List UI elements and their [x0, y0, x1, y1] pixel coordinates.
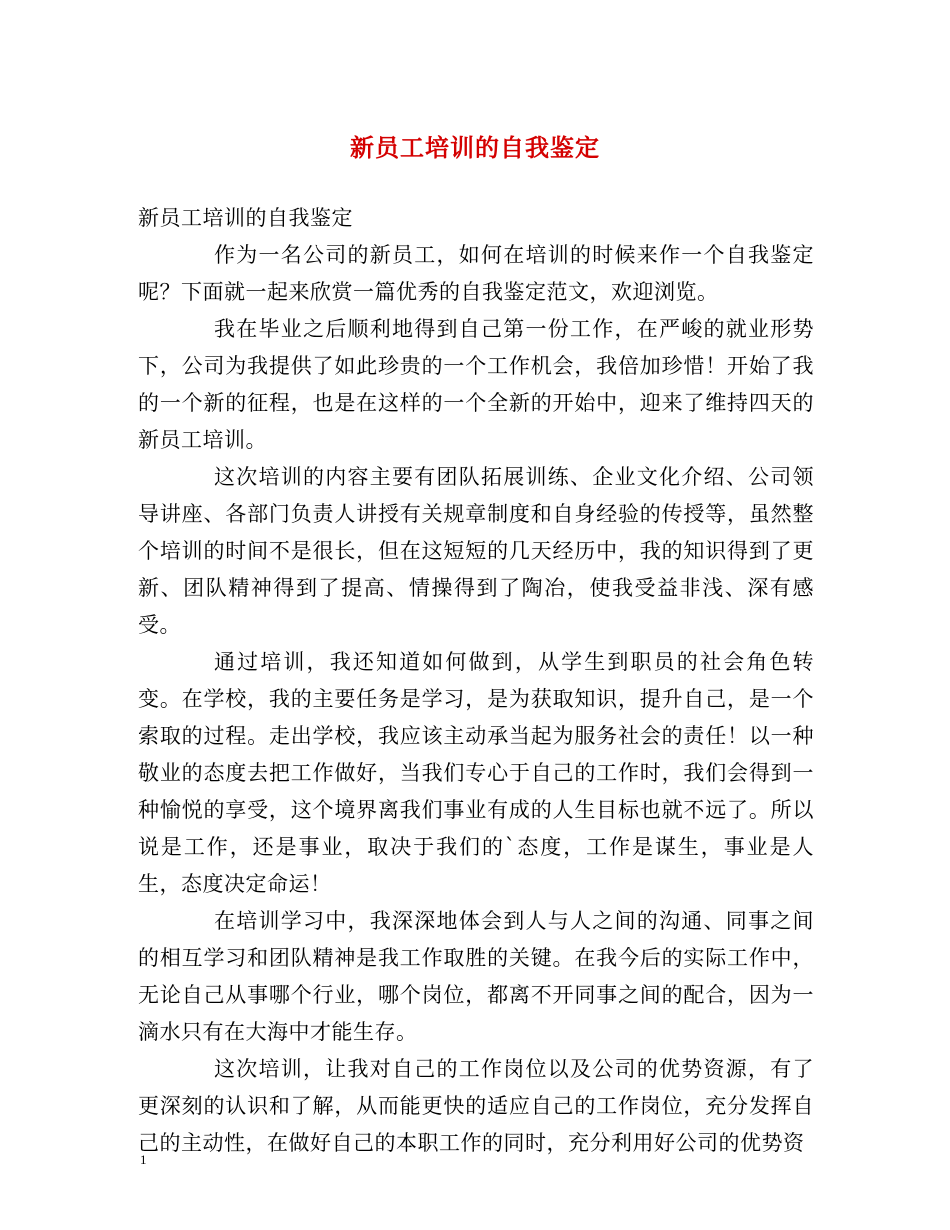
- paragraph-5: 在培训学习中，我深深地体会到人与人之间的沟通、同事之间的相互学习和团队精神是我工作取胜的关键。在我今后的实际工作中，无论自己从事哪个行业，哪个岗位，都离不开同事之间的配合，因为一滴水只有在大海中才能生存。: [138, 909, 814, 1044]
- paragraph-3: 这次培训的内容主要有团队拓展训练、企业文化介绍、公司领导讲座、各部门负责人讲授有关规章制度和自身经验的传授等，虽然整个培训的时间不是很长，但在这短短的几天经历中，我的知识得到了更新、团队精神得到了提高、情操得到了陶冶，使我受益非浅、深有感受。: [138, 465, 814, 637]
- document-title: 新员工培训的自我鉴定: [350, 134, 600, 162]
- paragraph-1: 作为一名公司的新员工，如何在培训的时候来作一个自我鉴定呢？下面就一起来欣赏一篇优秀的自我鉴定范文，欢迎浏览。: [138, 243, 814, 304]
- page-number: 1: [140, 1152, 147, 1167]
- paragraph-6: 这次培训，让我对自己的工作岗位以及公司的优势资源，有了更深刻的认识和了解，从而能更快的适应自己的工作岗位，充分发挥自己的主动性，在做好自己的本职工作的同时，充分利用好公司的优势资: [138, 1057, 814, 1155]
- paragraph-4: 通过培训，我还知道如何做到，从学生到职员的社会角色转变。在学校，我的主要任务是学习，是为获取知识，提升自己，是一个索取的过程。走出学校，我应该主动承当起为服务社会的责任！以一种敬业的态度去把工作做好，当我们专心于自己的工作时，我们会得到一种愉悦的享受，这个境界离我们事业有成的人生目标也就不远了。所以说是工作，还是事业，取决于我们的`态度，工作是谋生，事业是人生，态度决定命运！: [138, 650, 814, 896]
- document-subtitle: 新员工培训的自我鉴定: [138, 206, 353, 230]
- document-body: [138, 200, 814, 1162]
- paragraph-2: 我在毕业之后顺利地得到自己第一份工作，在严峻的就业形势下，公司为我提供了如此珍贵的一个工作机会，我倍加珍惜！开始了我的一个新的征程，也是在这样的一个全新的开始中，迎来了维持四天的新员工培训。: [138, 317, 814, 452]
